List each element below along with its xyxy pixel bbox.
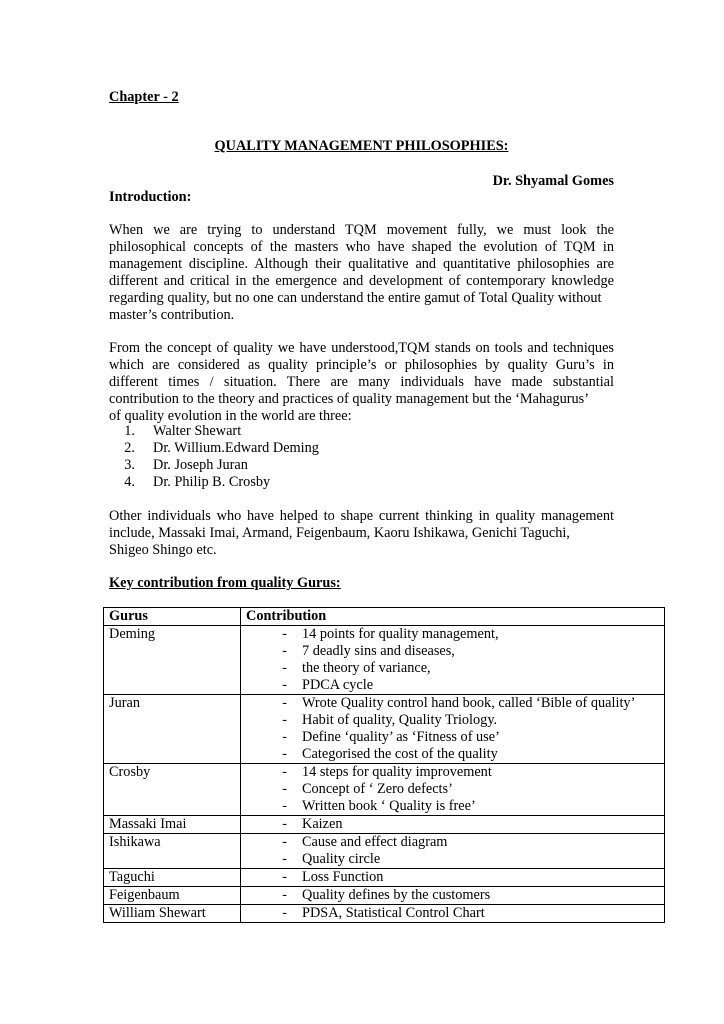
contribution-item [246,781,664,798]
contribution-text: PDCA cycle [302,677,374,693]
bullet-dash: - [282,851,287,867]
contribution-item [246,660,664,677]
guru-cell: Taguchi [104,869,241,887]
contribution-item [246,816,664,833]
paragraph-body: From the concept of quality we have understood,TQM stands on tools and techniques which are considered as quality principle’s or philosophies by quality Guru’s in different times / situation. There are many individuals have made substantial contribution to the theory and practices of quality management but the ‘Mahagurus’ [109,340,614,407]
bullet-dash: - [282,905,287,921]
table-row [104,764,665,816]
column-header-contribution [241,608,665,626]
header-label: Contribution [246,608,327,624]
page-title: QUALITY MANAGEMENT PHILOSOPHIES: [214,138,509,154]
list-number: 4. [124,474,135,490]
contribution-text: Wrote Quality control hand book, called ‘Bible of quality’ [302,695,636,711]
paragraph-last-line: Shigeo Shingo etc. [109,542,217,558]
contribution-cell [241,905,665,923]
contribution-cell [241,834,665,869]
bullet-dash: - [282,712,287,728]
list-item [109,440,319,457]
guru-cell: William Shewart [104,905,241,923]
table-row [104,816,665,834]
list-number: 2. [124,440,135,456]
guru-name: Dr. Willium.Edward Deming [153,440,319,456]
contribution-text: Habit of quality, Quality Triology. [302,712,498,728]
bullet-dash: - [282,869,287,885]
paragraph-last-line: master’s contribution. [109,307,235,323]
contribution-text: Concept of ‘ Zero defects’ [302,781,453,797]
contribution-item [246,887,664,904]
contribution-text: 14 steps for quality improvement [302,764,492,780]
bullet-dash: - [282,677,287,693]
contribution-text: the theory of variance, [302,660,431,676]
list-number: 3. [124,457,135,473]
list-item [109,423,319,440]
guru-name: Walter Shewart [153,423,242,439]
contribution-text: Cause and effect diagram [302,834,448,850]
chapter-heading: Chapter - 2 [109,89,179,105]
contribution-text: Quality circle [302,851,381,867]
contribution-item [246,643,664,660]
guru-cell: Ishikawa [104,834,241,869]
other-individuals-paragraph [109,508,614,559]
bullet-dash: - [282,798,287,814]
contribution-cell [241,887,665,905]
contribution-item [246,729,664,746]
guru-name: Dr. Philip B. Crosby [153,474,271,490]
contribution-item [246,764,664,781]
contribution-text: Quality defines by the customers [302,887,491,903]
paragraph-body: Other individuals who have helped to shape current thinking in quality management include, Massaki Imai, Armand, Feigenbaum, Kaoru Ishikawa, Genichi Taguchi, [109,508,614,541]
bullet-dash: - [282,660,287,676]
column-header-gurus: Gurus [104,608,241,626]
table-header-row [104,608,665,626]
guru-name: Dr. Joseph Juran [153,457,248,473]
guru-cell: Crosby [104,764,241,816]
table-row [104,887,665,905]
bullet-dash: - [282,834,287,850]
table-row [104,905,665,923]
contribution-text: PDSA, Statistical Control Chart [302,905,485,921]
guru-cell: Feigenbaum [104,887,241,905]
table-body [104,626,665,923]
contribution-item [246,712,664,729]
list-item [109,457,319,474]
contribution-item [246,905,664,922]
list-item [109,474,319,491]
key-contribution-heading: Key contribution from quality Gurus: [109,575,341,591]
contribution-item [246,746,664,763]
contribution-text: Loss Function [302,869,384,885]
table-row [104,695,665,764]
table-row [104,626,665,695]
contribution-text: Categorised the cost of the quality [302,746,498,762]
intro-paragraph-1 [109,222,614,324]
intro-paragraph-2 [109,340,614,425]
mahagurus-list [109,423,319,491]
contribution-text: 14 points for quality management, [302,626,499,642]
bullet-dash: - [282,643,287,659]
author-name: Dr. Shyamal Gomes [492,173,614,189]
paragraph-body: When we are trying to understand TQM movement fully, we must look the philosophical concepts of the masters who have shaped the evolution of TQM in management discipline. Although their qualitative and quantitative philosophies are different and critical in the emergence and development of contemporary knowledge regarding quality, but no one can understand the entire gamut of Total Quality without [109,222,614,306]
guru-cell: Massaki Imai [104,816,241,834]
contribution-item [246,677,664,694]
contribution-text: Define ‘quality’ as ‘Fitness of use’ [302,729,500,745]
list-number: 1. [124,423,135,439]
bullet-dash: - [282,695,287,711]
introduction-heading: Introduction: [109,189,192,205]
bullet-dash: - [282,626,287,642]
contribution-text: Written book ‘ Quality is free’ [302,798,476,814]
contribution-table [103,607,665,923]
paragraph-last-line: of quality evolution in the world are three: [109,408,352,424]
contribution-cell [241,764,665,816]
contribution-cell [241,816,665,834]
bullet-dash: - [282,816,287,832]
guru-cell: Deming [104,626,241,695]
contribution-item [246,834,664,851]
table-row [104,869,665,887]
bullet-dash: - [282,887,287,903]
guru-cell: Juran [104,695,241,764]
bullet-dash: - [282,729,287,745]
contribution-item [246,695,664,712]
contribution-item [246,626,664,643]
contribution-text: 7 deadly sins and diseases, [302,643,455,659]
bullet-dash: - [282,764,287,780]
contribution-cell [241,869,665,887]
contribution-text: Kaizen [302,816,343,832]
contribution-item [246,798,664,815]
contribution-cell [241,626,665,695]
bullet-dash: - [282,746,287,762]
contribution-item [246,851,664,868]
bullet-dash: - [282,781,287,797]
contribution-cell [241,695,665,764]
contribution-item [246,869,664,886]
table-row [104,834,665,869]
